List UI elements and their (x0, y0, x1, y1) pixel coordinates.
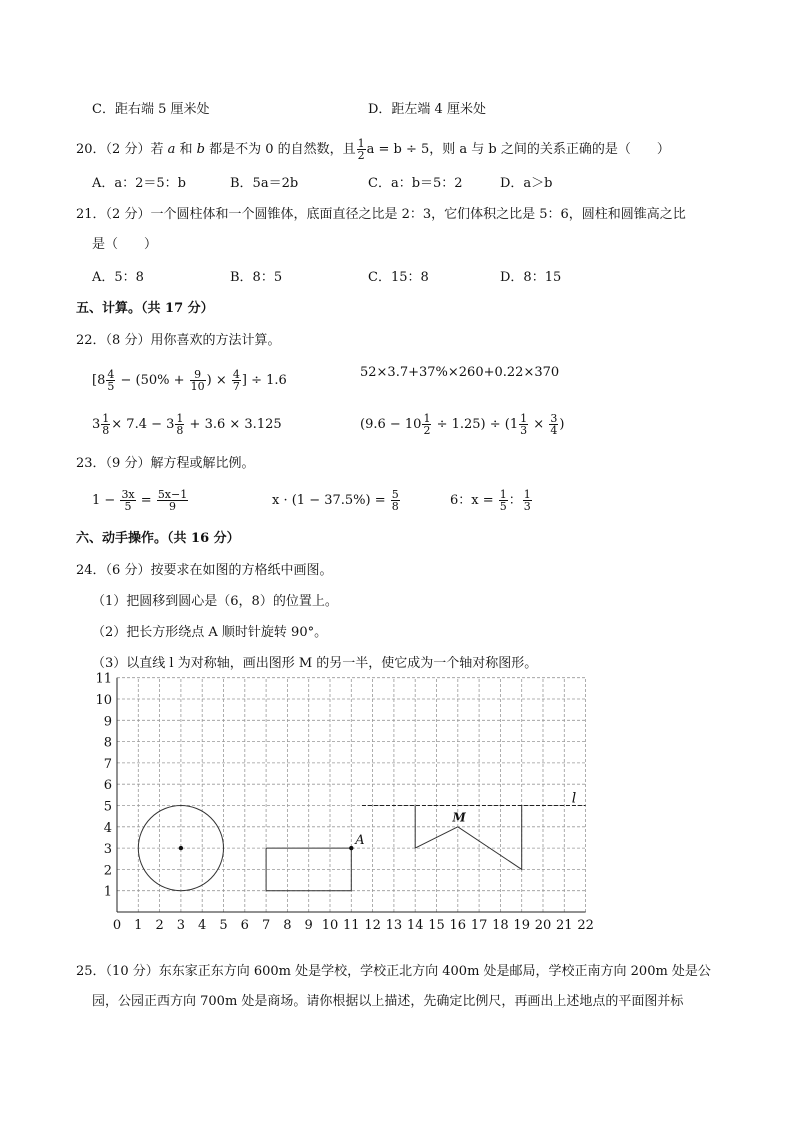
x-tick-label: 4 (198, 918, 207, 933)
x-tick-label: 2 (155, 918, 164, 933)
q23-eq-3: 6：x = $\frac{1}{5}$ ： $\frac{1}{3}$ (450, 488, 531, 513)
q22-stem: 22．（8 分）用你喜欢的方法计算。 (76, 333, 281, 348)
x-tick-label: 19 (513, 918, 530, 933)
q22-expr-2: 52×3.7+37%×260+0.22×370 (360, 365, 560, 380)
q20-option-c: C．a：b＝5：2 (368, 176, 463, 191)
y-tick-label: 9 (103, 714, 112, 730)
y-tick-label: 8 (103, 735, 112, 751)
y-tick-label: 10 (95, 693, 112, 708)
x-tick-label: 1 (134, 918, 143, 933)
label-m: M (452, 810, 466, 825)
shape-m (415, 806, 522, 870)
q23-eq-1: 1 − $\frac{3x}{5}$ = $\frac{5x-1}{9}$ (92, 488, 188, 513)
x-tick-label: 13 (385, 918, 403, 933)
x-tick-label: 11 (343, 918, 360, 933)
q21-option-b: B．8：5 (230, 270, 283, 285)
label-l: l (571, 790, 577, 807)
grid-svg (84, 671, 604, 946)
q20-option-a: A．a：2＝5：b (92, 176, 187, 191)
y-tick-label: 1 (103, 884, 112, 900)
q19-option-d: D．距左端 4 厘米处 (368, 102, 486, 117)
q24-step-1: （1）把圆移到圆心是（6，8）的位置上。 (92, 594, 338, 609)
q21-stem-line1: 21．（2 分）一个圆柱体和一个圆锥体，底面直径之比是 2：3，它们体积之比是 5：6，圆柱和圆锥高之比 (76, 207, 686, 222)
y-tick-label: 6 (103, 778, 112, 794)
q24-step-2: （2）把长方形绕点 A 顺时针旋转 90°。 (92, 625, 328, 640)
q23-stem: 23．（9 分）解方程或解比例。 (76, 456, 255, 471)
y-tick-label: 5 (103, 799, 112, 815)
x-tick-label: 17 (470, 918, 488, 933)
q24-stem: 24．（6 分）按要求在如图的方格纸中画图。 (76, 563, 333, 578)
section-5-heading: 五、计算。（共 17 分） (76, 301, 214, 316)
x-tick-label: 6 (240, 918, 249, 933)
x-tick-label: 21 (556, 918, 573, 933)
circle-center-point (179, 846, 183, 850)
q20-option-d: D．a＞b (500, 176, 553, 191)
q21-stem-line2: 是（ ） (92, 237, 158, 252)
q20-fraction: $\frac{1}{2}$ (357, 137, 365, 162)
q20-stem: 20．（2 分）若 a 和 b 都是不为 0 的自然数，且 $\frac{1}{2}$ a = b ÷ 5，则 a 与 b 之间的关系正确的是（ ） (76, 137, 670, 162)
q22-expr-3: 3 $\frac{1}{8}$ × 7.4 − 3 $\frac{1}{8}$ + 3.6 × 3.125 (92, 412, 282, 437)
x-tick-label: 15 (428, 918, 445, 933)
x-tick-label: 20 (534, 918, 552, 933)
y-tick-label: 7 (103, 756, 112, 772)
q21-option-a: A．5：8 (92, 270, 144, 285)
q22-expr-1: [8 $\frac{4}{5}$ − (50% + $\frac{9}{10}$ ) × $\frac{4}{7}$ ] ÷ 1.6 (92, 368, 287, 393)
x-tick-label: 12 (364, 918, 381, 933)
x-tick-label: 7 (261, 918, 271, 933)
q24-step-3: （3）以直线 l 为对称轴，画出图形 M 的另一半，使它成为一个轴对称图形。 (92, 656, 538, 671)
y-tick-label: 2 (103, 863, 112, 879)
y-tick-label: 4 (103, 820, 112, 836)
q21-option-c: C．15：8 (368, 270, 429, 285)
x-tick-label: 22 (577, 918, 594, 933)
q20-option-b: B．5a＝2b (230, 176, 299, 191)
x-tick-label: 10 (321, 918, 339, 933)
y-tick-label: 11 (95, 671, 112, 687)
grid-figure (84, 671, 604, 946)
x-tick-label: 16 (449, 918, 467, 933)
x-tick-label: 9 (304, 918, 313, 933)
x-tick-label: 3 (176, 918, 186, 933)
x-tick-label: 8 (283, 918, 292, 933)
point-a (349, 846, 353, 850)
x-tick-label: 0 (112, 918, 122, 933)
q21-option-d: D．8：15 (500, 270, 562, 285)
q25-line-1: 25．（10 分）东东家正东方向 600m 处是学校，学校正北方向 400m 处是邮局，学校正南方向 200m 处是公 (76, 964, 711, 979)
y-tick-label: 3 (103, 842, 112, 858)
q25-line-2: 园，公园正西方向 700m 处是商场。请你根据以上描述，先确定比例尺，再画出上述地点的平面图并标 (92, 994, 684, 1009)
section-6-heading: 六、动手操作。（共 16 分） (76, 531, 240, 546)
q23-eq-2: x · (1 − 37.5%) = $\frac{5}{8}$ (272, 488, 399, 513)
q19-option-c: C．距右端 5 厘米处 (92, 102, 210, 117)
q22-expr-4: (9.6 − 10 $\frac{1}{2}$ ÷ 1.25) ÷ (1 $\frac{1}{3}$ × $\frac{3}{4}$ ) (360, 412, 565, 437)
x-tick-label: 18 (492, 918, 509, 933)
x-tick-label: 14 (406, 918, 424, 933)
label-a: A (355, 833, 365, 849)
x-tick-label: 5 (219, 918, 228, 933)
